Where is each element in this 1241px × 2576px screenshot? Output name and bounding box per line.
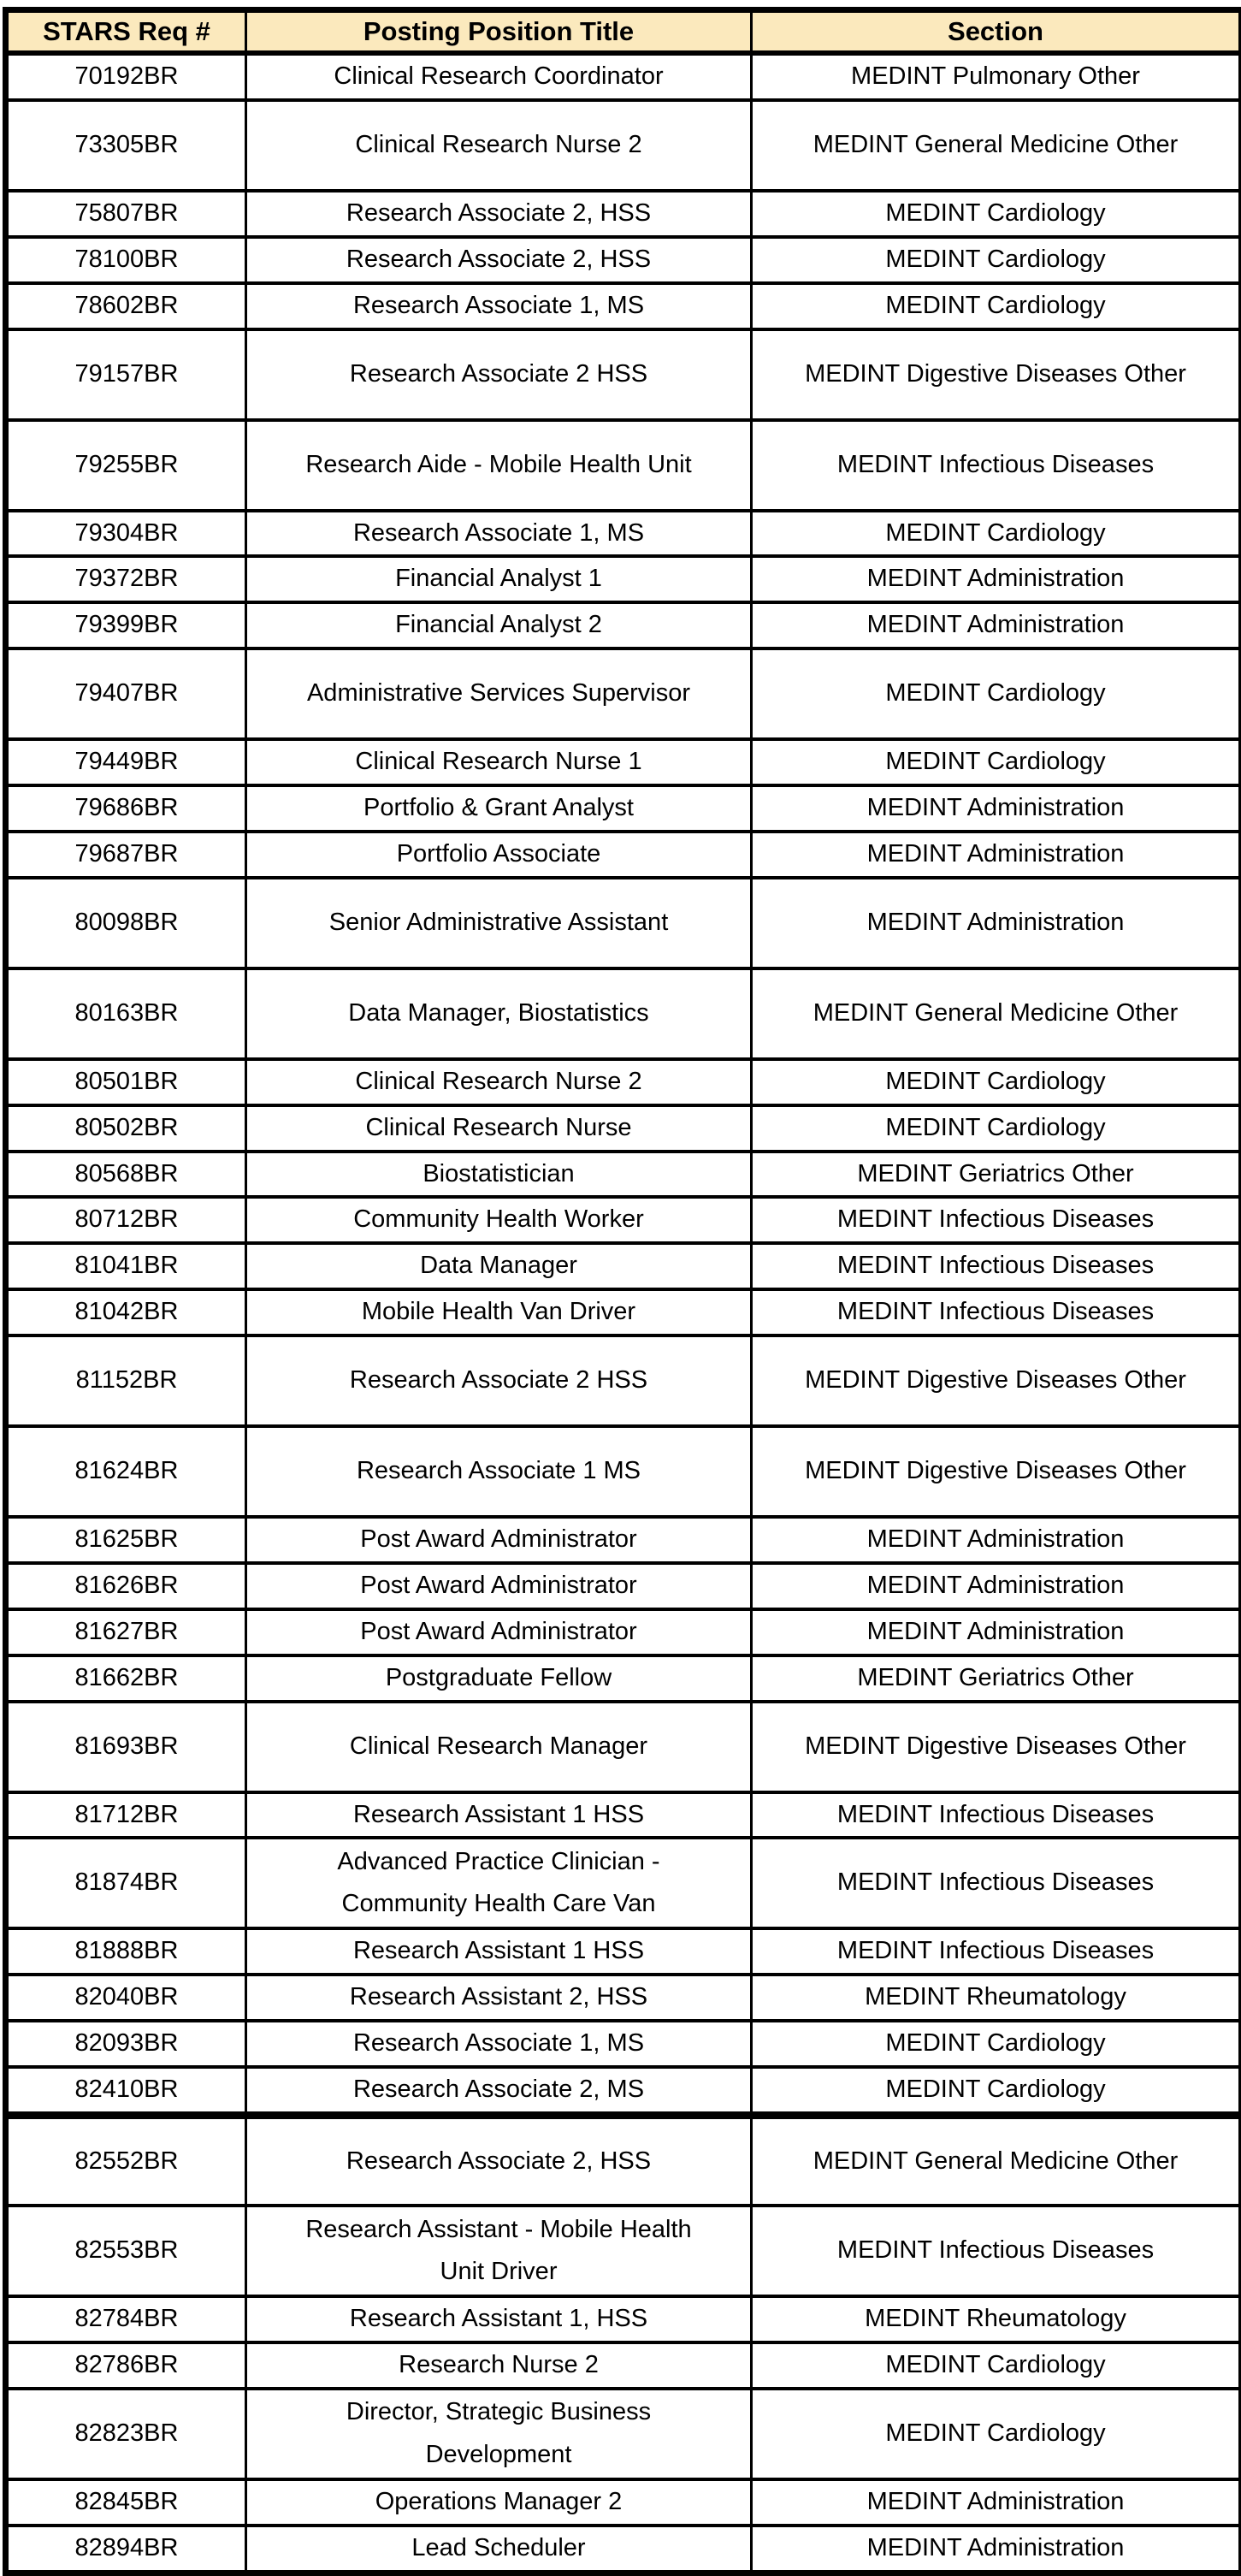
title-cell: Clinical Research Nurse [246, 1105, 752, 1152]
table-body [6, 53, 1241, 2573]
req-cell: 79399BR [6, 602, 246, 648]
table-header [6, 10, 1241, 54]
section-cell: MEDINT Infectious Diseases [752, 1243, 1241, 1289]
header-row [6, 10, 1241, 54]
section-cell: MEDINT Administration [752, 785, 1241, 832]
section-cell: MEDINT General Medicine Other [752, 100, 1241, 191]
table-row [6, 511, 1241, 557]
section-cell: MEDINT Infectious Diseases [752, 1928, 1241, 1975]
table-row [6, 1609, 1241, 1655]
req-cell: 82784BR [6, 2296, 246, 2342]
table-row [6, 1563, 1241, 1609]
req-cell: 79449BR [6, 739, 246, 785]
req-cell: 80163BR [6, 968, 246, 1059]
table-row [6, 556, 1241, 602]
title-cell: Research Assistant 2, HSS [246, 1975, 752, 2021]
title-cell: Research Assistant 1 HSS [246, 1792, 752, 1839]
req-cell: 78602BR [6, 283, 246, 329]
req-cell: 82845BR [6, 2479, 246, 2526]
table-row [6, 1702, 1241, 1792]
req-cell: 81042BR [6, 1289, 246, 1335]
section-cell: MEDINT Infectious Diseases [752, 1792, 1241, 1839]
title-cell: Research Assistant 1, HSS [246, 2296, 752, 2342]
section-cell: MEDINT Cardiology [752, 283, 1241, 329]
section-cell: MEDINT Infectious Diseases [752, 2206, 1241, 2296]
title-cell: Clinical Research Nurse 1 [246, 739, 752, 785]
section-cell: MEDINT Rheumatology [752, 1975, 1241, 2021]
title-cell: Research Associate 1, MS [246, 283, 752, 329]
title-cell: Mobile Health Van Driver [246, 1289, 752, 1335]
table-row [6, 2021, 1241, 2067]
title-cell: Post Award Administrator [246, 1517, 752, 1563]
table-row [6, 832, 1241, 878]
section-cell: MEDINT Administration [752, 1517, 1241, 1563]
column-header-posting-position-title: Posting Position Title [246, 10, 752, 54]
title-cell: Research Associate 2 HSS [246, 1335, 752, 1426]
column-header-stars-req: STARS Req # [6, 10, 246, 54]
table-row [6, 329, 1241, 420]
req-cell: 80501BR [6, 1059, 246, 1105]
table-row [6, 1928, 1241, 1975]
req-cell: 79157BR [6, 329, 246, 420]
table-row [6, 1335, 1241, 1426]
title-cell: Postgraduate Fellow [246, 1655, 752, 1702]
req-cell: 82040BR [6, 1975, 246, 2021]
table-row [6, 1517, 1241, 1563]
req-cell: 81662BR [6, 1655, 246, 1702]
req-cell: 80712BR [6, 1197, 246, 1243]
table-row [6, 1975, 1241, 2021]
title-cell: Advanced Practice Clinician - Community Health Care Van [246, 1838, 752, 1928]
title-cell: Community Health Worker [246, 1197, 752, 1243]
section-cell: MEDINT General Medicine Other [752, 2115, 1241, 2206]
title-cell: Research Assistant 1 HSS [246, 1928, 752, 1975]
job-postings-table [3, 7, 1241, 2576]
table-row [6, 191, 1241, 237]
section-cell: MEDINT Cardiology [752, 2342, 1241, 2389]
table-row [6, 2296, 1241, 2342]
title-cell: Data Manager, Biostatistics [246, 968, 752, 1059]
table-row [6, 2479, 1241, 2526]
title-cell: Operations Manager 2 [246, 2479, 752, 2526]
title-cell: Clinical Research Coordinator [246, 53, 752, 100]
column-header-section: Section [752, 10, 1241, 54]
req-cell: 82552BR [6, 2115, 246, 2206]
table-row [6, 602, 1241, 648]
req-cell: 81693BR [6, 1702, 246, 1792]
title-cell: Post Award Administrator [246, 1609, 752, 1655]
section-cell: MEDINT Digestive Diseases Other [752, 1335, 1241, 1426]
section-cell: MEDINT Cardiology [752, 2389, 1241, 2479]
req-cell: 78100BR [6, 237, 246, 283]
req-cell: 82786BR [6, 2342, 246, 2389]
title-cell: Research Nurse 2 [246, 2342, 752, 2389]
req-cell: 82093BR [6, 2021, 246, 2067]
req-cell: 79687BR [6, 832, 246, 878]
title-cell: Research Associate 2 HSS [246, 329, 752, 420]
section-cell: MEDINT Cardiology [752, 191, 1241, 237]
section-cell: MEDINT Infectious Diseases [752, 1289, 1241, 1335]
title-cell: Financial Analyst 1 [246, 556, 752, 602]
title-cell: Research Associate 1, MS [246, 511, 752, 557]
section-cell: MEDINT Cardiology [752, 511, 1241, 557]
req-cell: 82894BR [6, 2526, 246, 2573]
req-cell: 81874BR [6, 1838, 246, 1928]
req-cell: 79372BR [6, 556, 246, 602]
req-cell: 81041BR [6, 1243, 246, 1289]
table-row [6, 2342, 1241, 2389]
table-row [6, 1792, 1241, 1839]
table-row [6, 1838, 1241, 1928]
section-cell: MEDINT Cardiology [752, 648, 1241, 739]
title-cell: Biostatistician [246, 1152, 752, 1198]
section-cell: MEDINT General Medicine Other [752, 968, 1241, 1059]
section-cell: MEDINT Pulmonary Other [752, 53, 1241, 100]
section-cell: MEDINT Administration [752, 1563, 1241, 1609]
title-cell: Research Associate 1, MS [246, 2021, 752, 2067]
table-row [6, 1655, 1241, 1702]
req-cell: 80502BR [6, 1105, 246, 1152]
title-cell: Research Aide - Mobile Health Unit [246, 420, 752, 511]
table-row [6, 1059, 1241, 1105]
table-row [6, 2115, 1241, 2206]
section-cell: MEDINT Cardiology [752, 237, 1241, 283]
req-cell: 79407BR [6, 648, 246, 739]
table-row [6, 785, 1241, 832]
title-cell: Post Award Administrator [246, 1563, 752, 1609]
req-cell: 81627BR [6, 1609, 246, 1655]
table-row [6, 1152, 1241, 1198]
section-cell: MEDINT Rheumatology [752, 2296, 1241, 2342]
req-cell: 82410BR [6, 2067, 246, 2115]
req-cell: 80098BR [6, 878, 246, 968]
table-row [6, 283, 1241, 329]
table-row [6, 53, 1241, 100]
title-cell: Data Manager [246, 1243, 752, 1289]
table-row [6, 1426, 1241, 1517]
title-cell: Director, Strategic Business Development [246, 2389, 752, 2479]
req-cell: 81712BR [6, 1792, 246, 1839]
req-cell: 82823BR [6, 2389, 246, 2479]
title-cell: Clinical Research Manager [246, 1702, 752, 1792]
section-cell: MEDINT Digestive Diseases Other [752, 1426, 1241, 1517]
table-row [6, 878, 1241, 968]
req-cell: 70192BR [6, 53, 246, 100]
req-cell: 79255BR [6, 420, 246, 511]
req-cell: 80568BR [6, 1152, 246, 1198]
section-cell: MEDINT Administration [752, 1609, 1241, 1655]
section-cell: MEDINT Infectious Diseases [752, 1197, 1241, 1243]
req-cell: 75807BR [6, 191, 246, 237]
title-cell: Research Associate 1 MS [246, 1426, 752, 1517]
table-row [6, 2206, 1241, 2296]
title-cell: Financial Analyst 2 [246, 602, 752, 648]
section-cell: MEDINT Digestive Diseases Other [752, 329, 1241, 420]
req-cell: 82553BR [6, 2206, 246, 2296]
title-cell: Research Associate 2, HSS [246, 2115, 752, 2206]
table-row [6, 237, 1241, 283]
table-row [6, 1243, 1241, 1289]
title-cell: Research Associate 2, HSS [246, 237, 752, 283]
req-cell: 79304BR [6, 511, 246, 557]
title-cell: Lead Scheduler [246, 2526, 752, 2573]
section-cell: MEDINT Digestive Diseases Other [752, 1702, 1241, 1792]
title-cell: Senior Administrative Assistant [246, 878, 752, 968]
section-cell: MEDINT Administration [752, 2526, 1241, 2573]
req-cell: 79686BR [6, 785, 246, 832]
title-cell: Administrative Services Supervisor [246, 648, 752, 739]
title-cell: Portfolio & Grant Analyst [246, 785, 752, 832]
req-cell: 81625BR [6, 1517, 246, 1563]
title-cell: Clinical Research Nurse 2 [246, 1059, 752, 1105]
section-cell: MEDINT Administration [752, 2479, 1241, 2526]
table-row [6, 2526, 1241, 2573]
section-cell: MEDINT Cardiology [752, 2021, 1241, 2067]
table-row [6, 1289, 1241, 1335]
section-cell: MEDINT Geriatrics Other [752, 1655, 1241, 1702]
section-cell: MEDINT Cardiology [752, 1059, 1241, 1105]
title-cell: Research Associate 2, HSS [246, 191, 752, 237]
title-cell: Research Associate 2, MS [246, 2067, 752, 2115]
req-cell: 81152BR [6, 1335, 246, 1426]
req-cell: 81624BR [6, 1426, 246, 1517]
table-row [6, 739, 1241, 785]
req-cell: 81626BR [6, 1563, 246, 1609]
table-row [6, 420, 1241, 511]
title-cell: Research Assistant - Mobile Health Unit Driver [246, 2206, 752, 2296]
section-cell: MEDINT Cardiology [752, 2067, 1241, 2115]
table-row [6, 648, 1241, 739]
section-cell: MEDINT Infectious Diseases [752, 420, 1241, 511]
table-row [6, 100, 1241, 191]
section-cell: MEDINT Geriatrics Other [752, 1152, 1241, 1198]
table-row [6, 2389, 1241, 2479]
req-cell: 73305BR [6, 100, 246, 191]
section-cell: MEDINT Administration [752, 832, 1241, 878]
section-cell: MEDINT Infectious Diseases [752, 1838, 1241, 1928]
section-cell: MEDINT Administration [752, 556, 1241, 602]
section-cell: MEDINT Cardiology [752, 1105, 1241, 1152]
section-cell: MEDINT Administration [752, 602, 1241, 648]
table-row [6, 1197, 1241, 1243]
req-cell: 81888BR [6, 1928, 246, 1975]
title-cell: Portfolio Associate [246, 832, 752, 878]
section-cell: MEDINT Administration [752, 878, 1241, 968]
table-row [6, 1105, 1241, 1152]
table-row [6, 2067, 1241, 2115]
table-row [6, 968, 1241, 1059]
section-cell: MEDINT Cardiology [752, 739, 1241, 785]
title-cell: Clinical Research Nurse 2 [246, 100, 752, 191]
